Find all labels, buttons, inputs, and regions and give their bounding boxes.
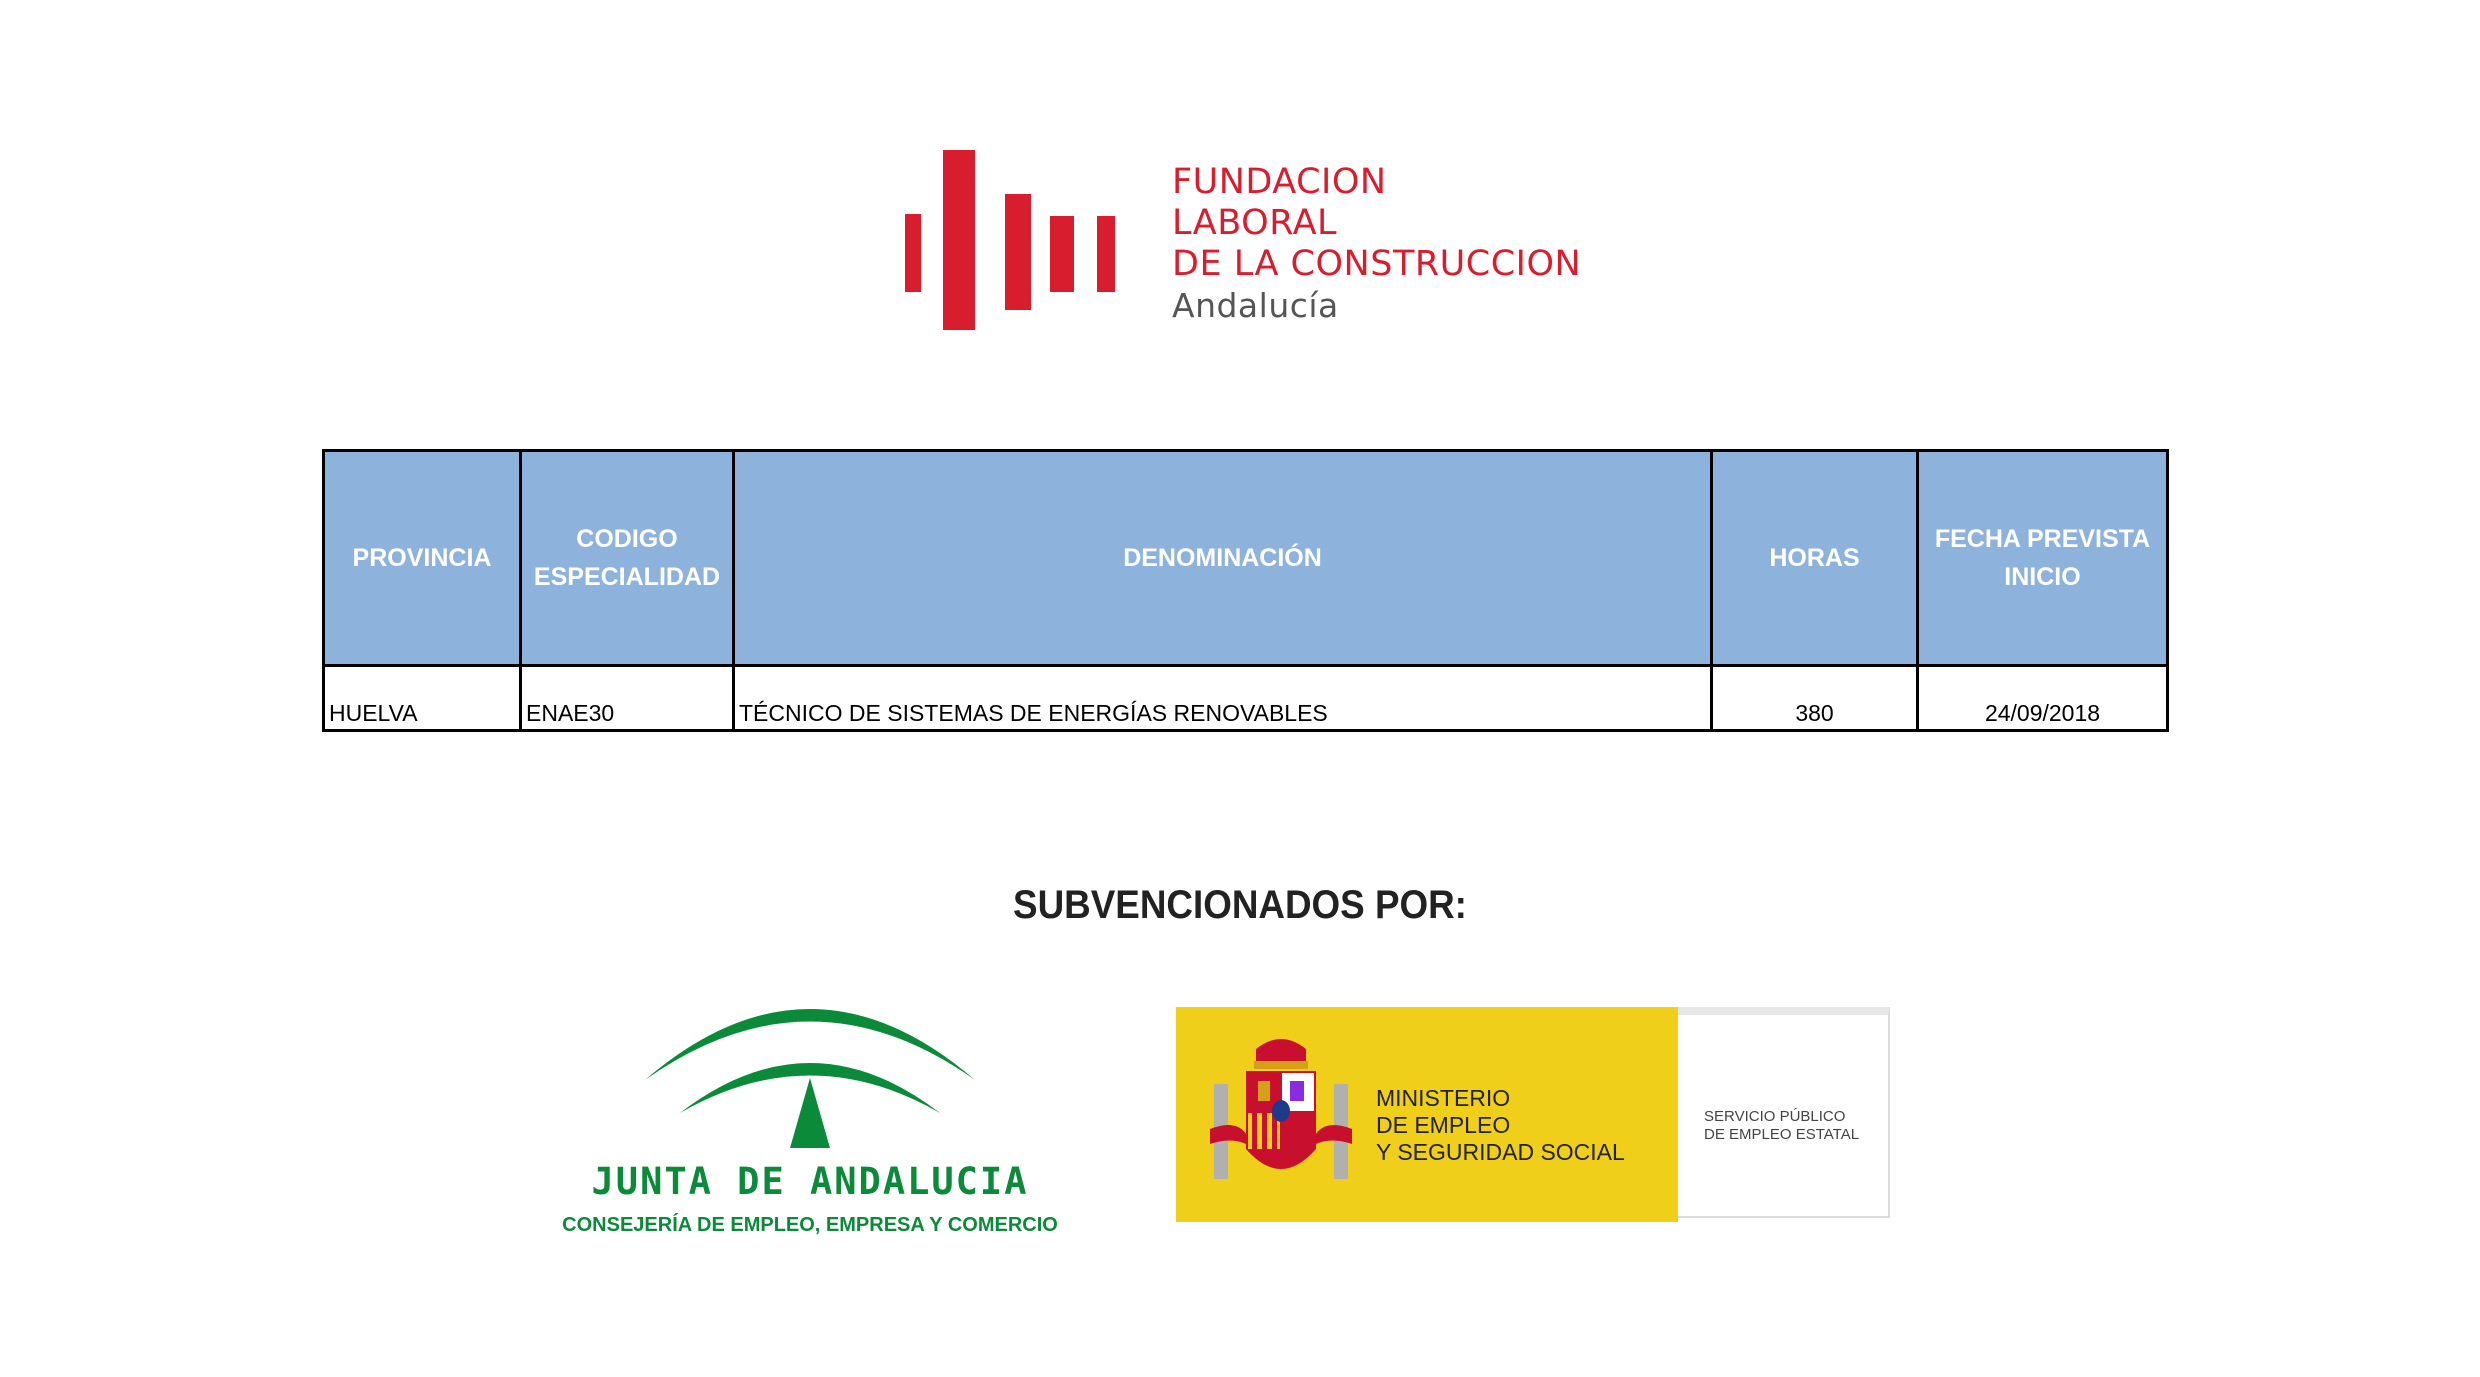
- sepe-line1: SERVICIO PÚBLICO: [1704, 1108, 1846, 1125]
- cell-codigo: ENAE30: [521, 666, 734, 731]
- table-header-row: [324, 451, 2168, 666]
- junta-title: JUNTA DE ANDALUCIA: [591, 1160, 1029, 1203]
- junta-subtitle: CONSEJERÍA DE EMPLEO, EMPRESA Y COMERCIO: [562, 1214, 1058, 1236]
- ministerio-line3: Y SEGURIDAD SOCIAL: [1376, 1139, 1625, 1165]
- flc-wordmark: [1172, 162, 1581, 326]
- cell-fecha: 24/09/2018: [1918, 666, 2168, 731]
- header-codigo: CODIGO ESPECIALIDAD: [521, 451, 734, 666]
- sepe-line2: DE EMPLEO ESTATAL: [1704, 1126, 1860, 1143]
- cell-provincia: HUELVA: [324, 666, 521, 731]
- spain-crest-icon: [1206, 1029, 1356, 1199]
- sepe-text: [1704, 1108, 1859, 1144]
- flc-line2: LABORAL: [1172, 203, 1338, 243]
- ministerio-logo: [1176, 1007, 1892, 1222]
- course-table: [322, 449, 2169, 732]
- header-fecha: FECHA PREVISTA INICIO: [1918, 451, 2168, 666]
- header-provincia: PROVINCIA: [324, 451, 521, 666]
- funding-title: SUBVENCIONADOS POR:: [1013, 883, 1467, 927]
- flc-region: Andalucía: [1172, 286, 1339, 325]
- header-denominacion: DENOMINACIÓN: [734, 451, 1712, 666]
- flc-line1: FUNDACION: [1172, 162, 1387, 202]
- flc-logo: [905, 150, 1605, 335]
- junta-logo: [560, 968, 1060, 1248]
- flc-line3: DE LA CONSTRUCCION: [1172, 244, 1582, 284]
- ministerio-line2: DE EMPLEO: [1376, 1112, 1511, 1138]
- flc-bars-icon: [905, 150, 1125, 335]
- cell-denominacion: TÉCNICO DE SISTEMAS DE ENERGÍAS RENOVABLES: [734, 666, 1712, 731]
- cell-horas: 380: [1712, 666, 1918, 731]
- header-horas: HORAS: [1712, 451, 1918, 666]
- ministerio-line1: MINISTERIO: [1376, 1085, 1511, 1111]
- junta-emblem-icon: [560, 968, 1060, 1158]
- table-row: [324, 666, 2168, 731]
- ministerio-text: [1376, 1085, 1625, 1166]
